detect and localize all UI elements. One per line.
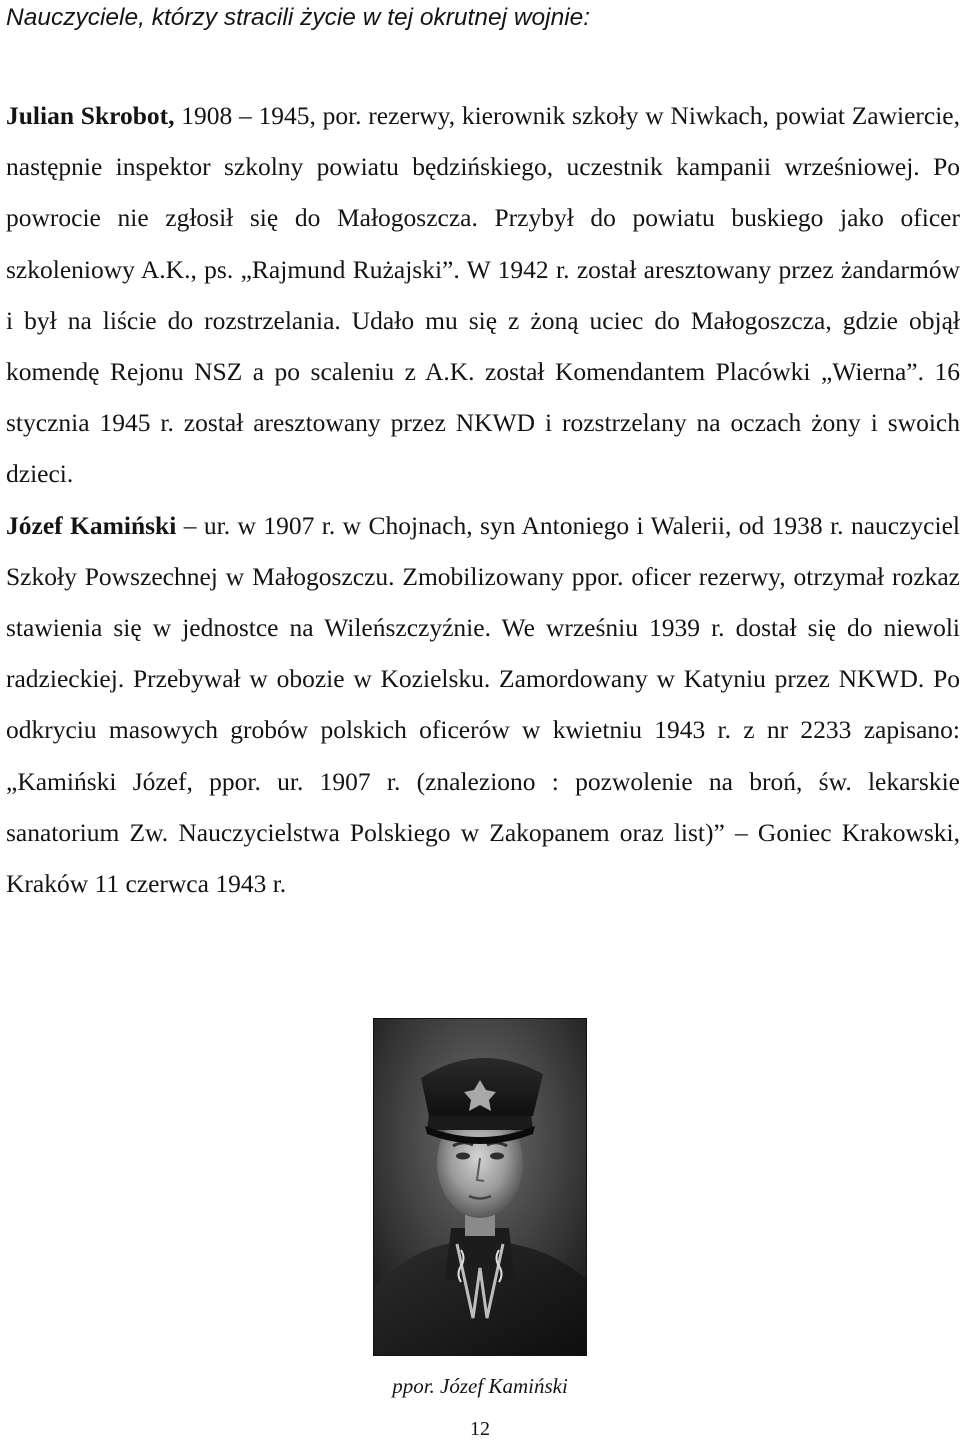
page-number: 12 bbox=[470, 1418, 490, 1440]
entry-kaminski bbox=[6, 500, 960, 910]
portrait-photo bbox=[373, 1018, 587, 1356]
entry-skrobot bbox=[6, 90, 960, 500]
entry-text: 1908 – 1945, por. rezerwy, kierownik szkoły w Niwkach, powiat Zawiercie, następnie inspektor szkolny powiatu będzińskiego, uczestnik kampanii wrześniowej. Po powrocie nie zgłosił się do Małogoszcza. Przybył do powiatu buskiego jako oficer szkoleniowy A.K., ps. „Rajmund Rużajski”. W 1942 r. został aresztowany przez żandarmów i był na liście do rozstrzelania. Udało mu się z żoną uciec do Małogoszcza, gdzie objął komendę Rejonu NSZ a po scaleniu z A.K. został Komendantem Placówki „Wierna”. 16 stycznia 1945 r. został aresztowany przez NKWD i rozstrzelany na oczach żony i swoich dzieci. bbox=[6, 101, 960, 489]
body-text bbox=[6, 90, 960, 909]
photo-caption: ppor. Józef Kamiński bbox=[392, 1374, 568, 1398]
entry-name: Józef Kamiński bbox=[6, 510, 177, 540]
entry-name: Julian Skrobot, bbox=[6, 101, 175, 130]
page-heading: Nauczyciele, którzy stracili życie w tej okrutnej wojnie: bbox=[6, 4, 591, 31]
entry-text: – ur. w 1907 r. w Chojnach, syn Antoniego i Walerii, od 1938 r. nauczyciel Szkoły Powszechnej w Małogoszczu. Zmobilizowany ppor. oficer rezerwy, otrzymał rozkaz stawienia się w jednostce na Wileńszczyźnie. We wrześniu 1939 r. dostał się do niewoli radzieckiej. Przebywał w obozie w Kozielsku. Zamordowany w Katyniu przez NKWD. Po odkryciu masowych grobów polskich oficerów w kwietniu 1943 r. z nr 2233 zapisano: „Kamiński Józef, ppor. ur. 1907 r. (znaleziono : pozwolenie na broń, św. lekarskie sanatorium Zw. Nauczycielstwa Polskiego w Zakopanem oraz list)” – Goniec Krakowski, Kraków 11 czerwca 1943 r. bbox=[6, 510, 960, 899]
